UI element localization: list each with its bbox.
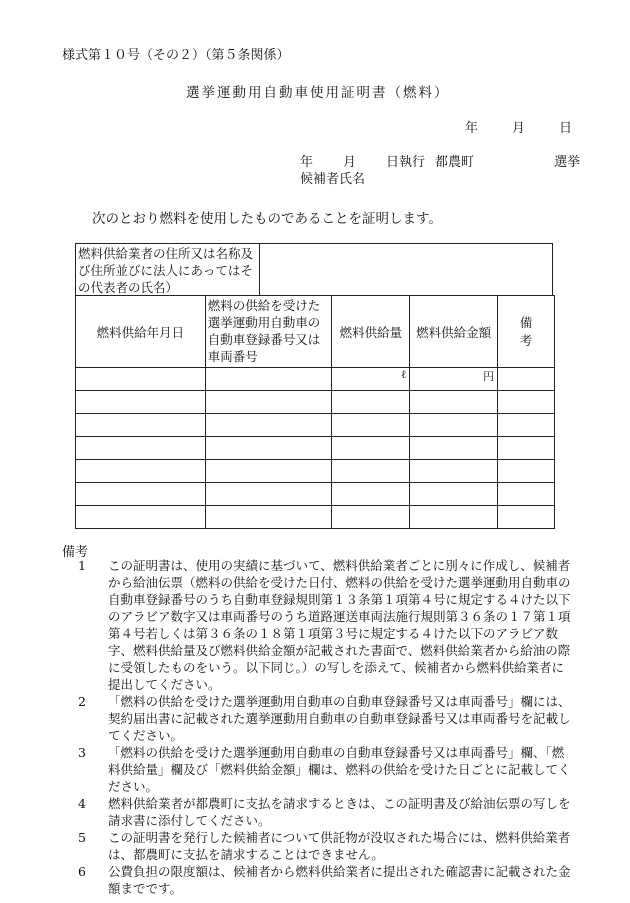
certification-statement: 次のとおり燃料を使用したものであることを証明します。 <box>92 211 442 227</box>
cell-price[interactable] <box>410 483 498 506</box>
note-number: 1 <box>78 558 86 573</box>
header-remarks: 備 考 <box>498 296 555 368</box>
cell-price[interactable] <box>410 368 498 391</box>
cell-date[interactable] <box>76 460 206 483</box>
table-row <box>76 506 555 529</box>
table-row <box>76 483 555 506</box>
table-row <box>76 437 555 460</box>
cell-amount[interactable] <box>332 368 410 391</box>
table-header-row <box>76 296 555 368</box>
supplier-label: 燃料供給業者の住所又は名称及び住所並びに法人にあってはその代表者の氏名） <box>76 244 260 295</box>
cell-remarks[interactable] <box>498 506 555 529</box>
election-held-label: 日執行 <box>386 155 426 170</box>
cell-amount[interactable] <box>332 483 410 506</box>
note-text: この証明書を発行した候補者について供託物が没収された場合には、燃料供給業者は、都農町に支払を請求することはできません。 <box>108 830 571 862</box>
cell-amount[interactable] <box>332 391 410 414</box>
cell-amount[interactable] <box>332 414 410 437</box>
liter-unit: ℓ <box>400 368 407 381</box>
cell-amount[interactable] <box>332 437 410 460</box>
table-row <box>76 391 555 414</box>
cell-vehicle[interactable] <box>205 368 332 391</box>
cell-vehicle[interactable] <box>205 483 332 506</box>
notes-list <box>62 557 574 897</box>
candidate-name-label: 候補者氏名 <box>300 172 366 187</box>
note-text: 「燃料の供給を受けた選挙運動用自動車の自動車登録番号又は車両番号」欄には、契約届出書に記載された選挙運動用自動車の自動車登録番号又は車両番号を記載してください。 <box>108 694 571 743</box>
cell-vehicle[interactable] <box>205 460 332 483</box>
cell-price[interactable] <box>410 506 498 529</box>
note-number: 4 <box>78 796 86 811</box>
cell-remarks[interactable] <box>498 391 555 414</box>
cell-date[interactable] <box>76 368 206 391</box>
note-item <box>62 693 574 744</box>
table-row <box>76 460 555 483</box>
note-item <box>62 795 574 829</box>
cell-amount[interactable] <box>332 460 410 483</box>
cell-price[interactable] <box>410 391 498 414</box>
cell-remarks[interactable] <box>498 483 555 506</box>
cell-price[interactable] <box>410 460 498 483</box>
form-number: 様式第１０号（その２）（第５条関係） <box>62 48 290 63</box>
note-item <box>62 863 574 897</box>
cell-vehicle[interactable] <box>205 391 332 414</box>
note-number: 5 <box>78 830 86 845</box>
month-label: 月 <box>511 121 525 136</box>
cell-vehicle[interactable] <box>205 506 332 529</box>
cell-remarks[interactable] <box>498 368 555 391</box>
table-row <box>76 414 555 437</box>
note-item <box>62 829 574 863</box>
cell-date[interactable] <box>76 437 206 460</box>
election-label: 選挙 <box>554 155 581 170</box>
note-text: 「燃料の供給を受けた選挙運動用自動車の自動車登録番号又は車両番号」欄、「燃料供給量」欄及び「燃料供給金額」欄は、燃料の供給を受けた日ごとに記載してください。 <box>108 745 571 794</box>
note-text: 燃料供給業者が都農町に支払を請求するときは、この証明書及び給油伝票の写しを請求書に添付してください。 <box>108 796 571 828</box>
election-month-label: 月 <box>343 155 357 170</box>
fuel-usage-table <box>75 295 555 529</box>
cell-date[interactable] <box>76 483 206 506</box>
header-fuel-price: 燃料供給金額 <box>410 296 498 368</box>
notes-heading: 備考 <box>62 545 89 560</box>
header-fuel-amount: 燃料供給量 <box>332 296 410 368</box>
day-label: 日 <box>558 121 572 136</box>
cell-vehicle[interactable] <box>205 437 332 460</box>
year-label: 年 <box>464 121 478 136</box>
cell-price[interactable] <box>410 414 498 437</box>
cell-remarks[interactable] <box>498 437 555 460</box>
header-vehicle-number: 燃料の供給を受けた選挙運動用自動車の自動車登録番号又は車両番号 <box>205 296 332 368</box>
note-text: 公費負担の限度額は、候補者から燃料供給業者に提出された確認書に記載された金額までです。 <box>108 864 571 896</box>
header-supply-date: 燃料供給年月日 <box>76 296 206 368</box>
town-name: 都農町 <box>435 155 475 170</box>
yen-unit: 円 <box>483 370 495 383</box>
note-text: この証明書は、使用の実績に基づいて、燃料供給業者ごとに別々に作成し、候補者から給油伝票（燃料の供給を受けた日付、燃料の供給を受けた選挙運動用自動車の自動車登録番号のうち自動車登録規則第１３条第１項第４号に規定する４けた以下のアラビア数字又は車両番号のうち道路運送車両法施行規則第３６条の１７第１項第４号若しくは第３６条の１８第１項第３号に規定する４けた以下のアラビア数字、燃料供給量及び燃料供給金額が記載された書面で、燃料供給業者から給油の際に受領したものをいう。以下同じ。）の写しを添えて、候補者から燃料供給業者に提出してください。 <box>108 558 571 692</box>
note-number: 3 <box>78 745 86 760</box>
note-number: 6 <box>78 864 86 879</box>
cell-amount[interactable] <box>332 506 410 529</box>
note-item <box>62 744 574 795</box>
issue-date <box>465 117 572 136</box>
cell-price[interactable] <box>410 437 498 460</box>
table-row <box>76 368 555 391</box>
supplier-section <box>75 243 553 296</box>
document-title: 選挙運動用自動車使用証明書（燃料） <box>186 85 450 101</box>
cell-vehicle[interactable] <box>205 414 332 437</box>
supplier-value-field[interactable] <box>260 244 552 295</box>
cell-remarks[interactable] <box>498 460 555 483</box>
note-number: 2 <box>78 694 86 709</box>
cell-date[interactable] <box>76 414 206 437</box>
cell-date[interactable] <box>76 391 206 414</box>
cell-remarks[interactable] <box>498 414 555 437</box>
cell-date[interactable] <box>76 506 206 529</box>
election-year-label: 年 <box>300 155 314 170</box>
note-item <box>62 557 574 693</box>
